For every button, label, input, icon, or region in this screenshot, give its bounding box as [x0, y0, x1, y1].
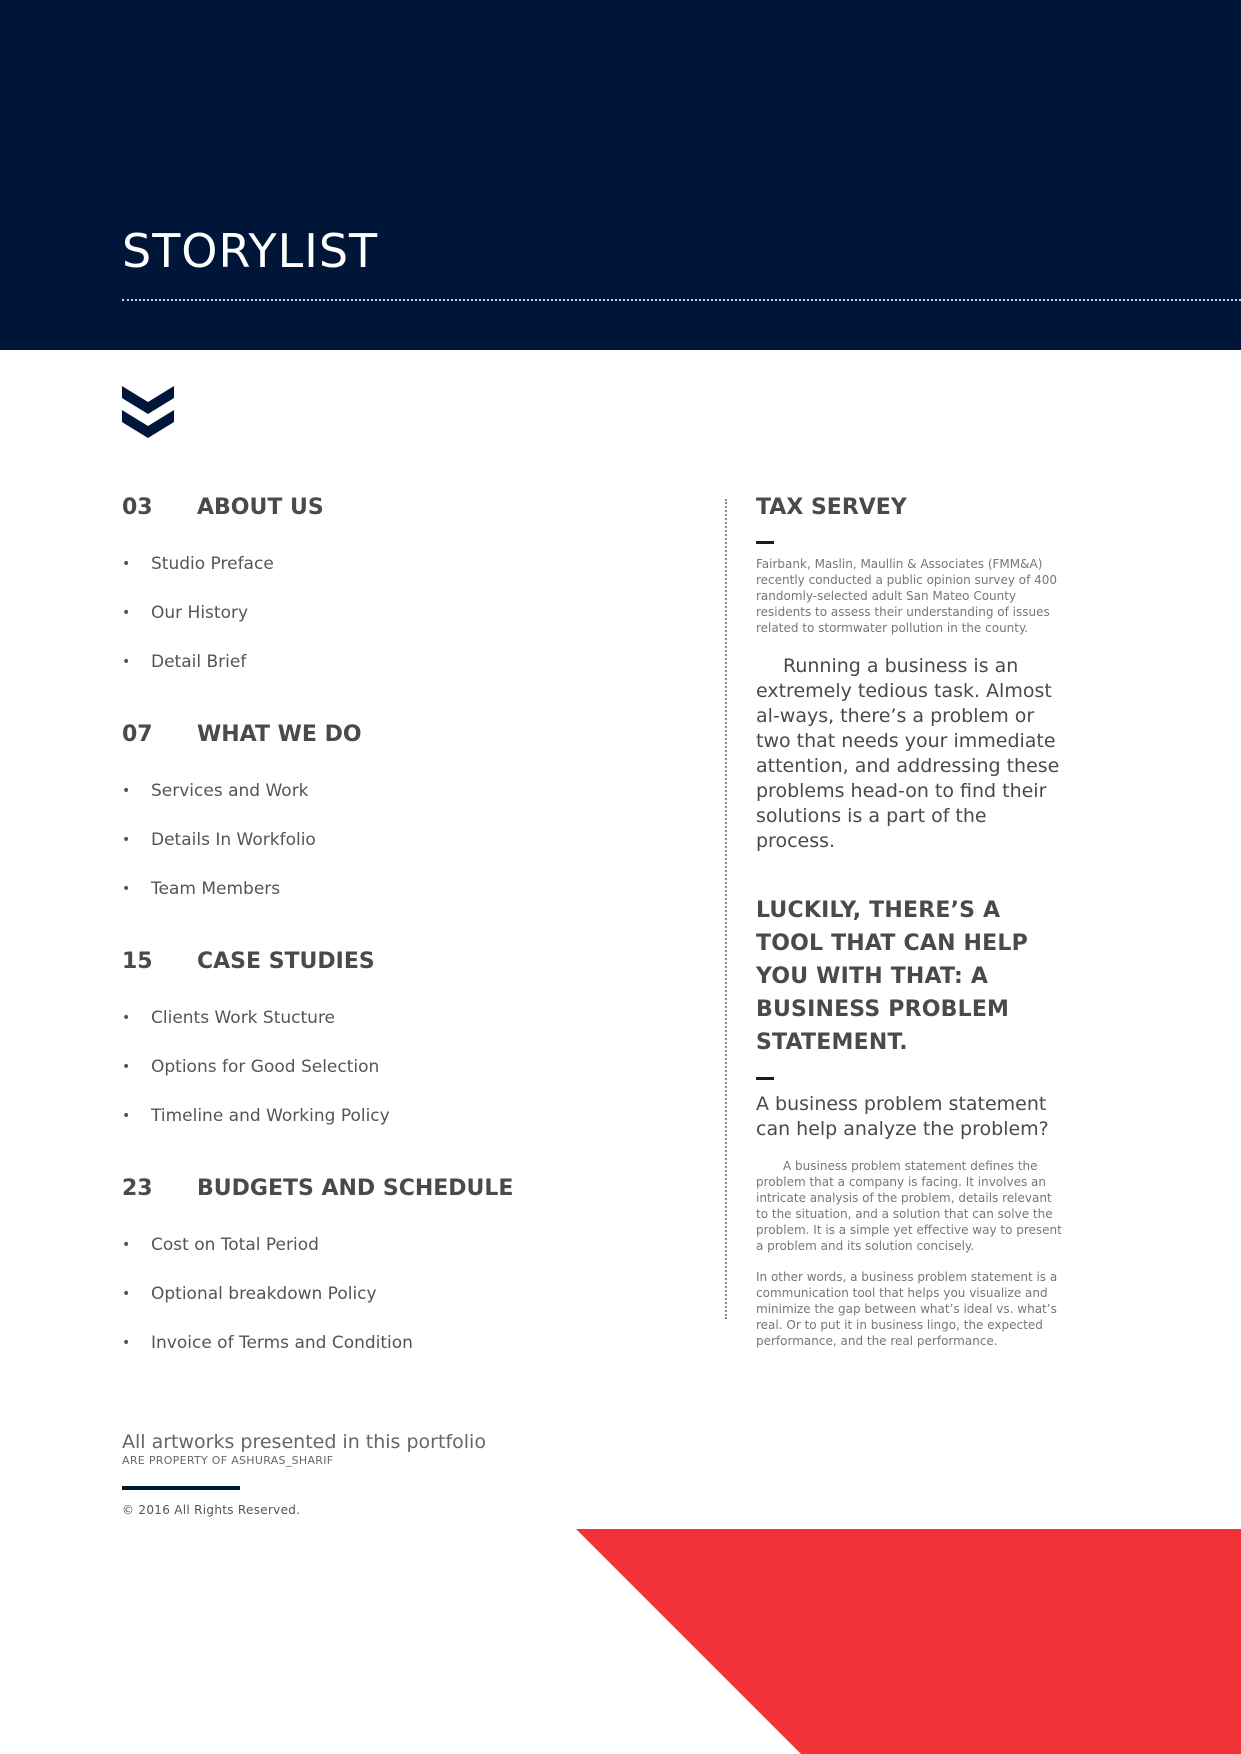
toc-item-label: Optional breakdown Policy — [151, 1283, 377, 1304]
toc-item — [122, 1318, 682, 1367]
toc-item — [122, 588, 682, 637]
toc-section-title: BUDGETS AND SCHEDULE — [197, 1176, 514, 1201]
toc-section-number: 07 — [122, 722, 153, 747]
toc-section-heading — [122, 495, 682, 527]
toc-item-list — [122, 766, 682, 913]
toc-item — [122, 815, 682, 864]
bullet-icon: • — [122, 880, 131, 897]
bullet-icon: • — [122, 1009, 131, 1026]
toc-section-title: CASE STUDIES — [197, 949, 375, 974]
toc-section-number: 03 — [122, 495, 153, 520]
toc-section — [122, 722, 682, 913]
toc-item — [122, 1091, 682, 1140]
bullet-icon: • — [122, 1058, 131, 1075]
toc-item-list — [122, 1220, 682, 1367]
toc-item-list — [122, 993, 682, 1140]
bullet-icon: • — [122, 1285, 131, 1302]
toc-item-label: Timeline and Working Policy — [151, 1105, 390, 1126]
toc-item — [122, 993, 682, 1042]
article-body-2: In other words, a business problem statement is a communication tool that helps you visualize and minimize the gap between what’s ideal vs. what’s real. Or to put it in business lingo, the expected performance, and the real performance. — [756, 1270, 1058, 1348]
article-column — [756, 495, 1066, 1349]
copyright: © 2016 All Rights Reserved. — [122, 1503, 301, 1517]
toc-item-label: Team Members — [151, 878, 281, 899]
toc-item-label: Our History — [151, 602, 249, 623]
bullet-icon: • — [122, 1236, 131, 1253]
toc-section-heading — [122, 1176, 682, 1208]
toc-item — [122, 766, 682, 815]
page-title: STORYLIST — [122, 224, 379, 278]
toc-item-label: Services and Work — [151, 780, 309, 801]
toc-item — [122, 1042, 682, 1091]
footer-notice: All artworks presented in this portfolio — [122, 1431, 486, 1453]
toc-section — [122, 1176, 682, 1367]
bullet-icon: • — [122, 555, 131, 572]
bullet-icon: • — [122, 1107, 131, 1124]
bullet-icon: • — [122, 653, 131, 670]
double-chevron-down-icon — [120, 380, 176, 440]
footer-accent-bar — [122, 1486, 240, 1490]
toc-item — [122, 1269, 682, 1318]
column-divider — [725, 499, 727, 1319]
header-dotted-rule — [122, 299, 1241, 301]
article-intro: Fairbank, Maslin, Maullin & Associates (FMM&A) recently conducted a public opinion survey of 400 randomly-selected adult San Mateo County residents to assess their understanding of issues related to stormwater pollution in the county. — [756, 557, 1058, 635]
bullet-icon: • — [122, 604, 131, 621]
toc-section-number: 15 — [122, 949, 153, 974]
toc-item-list — [122, 539, 682, 686]
title-dash — [756, 541, 774, 544]
toc-section — [122, 949, 682, 1140]
bullet-icon: • — [122, 782, 131, 799]
article-body-1: A business problem statement defines the problem that a company is facing. It involves an intricate analysis of the problem, details relevant to the situation, and a solution that can solve the problem. It is a simple yet effective way to present a problem and its solution concisely. — [756, 1159, 1062, 1253]
toc-item — [122, 539, 682, 588]
bullet-icon: • — [122, 831, 131, 848]
toc-item — [122, 864, 682, 913]
heading-dash — [756, 1077, 774, 1080]
bullet-icon: • — [122, 1334, 131, 1351]
toc-item-label: Studio Preface — [151, 553, 274, 574]
toc-item-label: Clients Work Stucture — [151, 1007, 336, 1028]
header-banner — [0, 0, 1241, 350]
footer-property: ARE PROPERTY OF ASHURAS_SHARIF — [122, 1454, 334, 1467]
table-of-contents — [122, 495, 682, 1403]
toc-section-title: ABOUT US — [197, 495, 324, 520]
article-lead: Running a business is an extremely tedious task. Almost al-ways, there’s a problem or two that needs your immediate attention, and addressing these problems head-on to find their solutions is a part of the process. — [756, 655, 1060, 852]
article-question: A business problem statement can help analyze the problem? — [756, 1093, 1049, 1140]
toc-item — [122, 1220, 682, 1269]
toc-item-label: Options for Good Selection — [151, 1056, 380, 1077]
toc-item-label: Cost on Total Period — [151, 1234, 319, 1255]
article-title: TAX SERVEY — [756, 495, 907, 520]
toc-section-title: WHAT WE DO — [197, 722, 362, 747]
toc-item-label: Details In Workfolio — [151, 829, 316, 850]
article-heading: LUCKILY, THERE’S A TOOL THAT CAN HELP YOU WITH THAT: A BUSINESS PROBLEM STATEMENT. — [756, 898, 1028, 1055]
toc-section-heading — [122, 949, 682, 981]
toc-item — [122, 637, 682, 686]
toc-section-heading — [122, 722, 682, 754]
toc-section-number: 23 — [122, 1176, 153, 1201]
toc-section — [122, 495, 682, 686]
toc-item-label: Invoice of Terms and Condition — [151, 1332, 413, 1353]
toc-item-label: Detail Brief — [151, 651, 247, 672]
